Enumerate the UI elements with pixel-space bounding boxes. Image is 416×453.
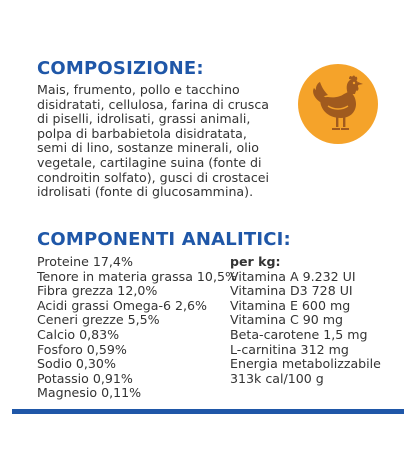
analytic-row: Calcio 0,83% (37, 326, 120, 342)
chicken-icon (298, 64, 378, 144)
analytic-row: Magnesio 0,11% (37, 385, 142, 401)
per-kg-heading: per kg: (230, 254, 281, 269)
energy-row: Energia metabolizzabile (230, 356, 381, 372)
analytic-row: Fosforo 0,59% (37, 341, 127, 357)
analytics-right-column (230, 255, 381, 386)
vitamin-row: Vitamina D3 728 UI (230, 283, 353, 299)
composition-line: di piselli, idrolisati, grassi animali, (37, 111, 251, 127)
analytic-row: Fibra grezza 12,0% (37, 283, 158, 299)
composition-line: condroitin solfato), gusci di crostacei (37, 169, 269, 185)
vitamin-row: Vitamina C 90 mg (230, 312, 344, 328)
composition-line: vegetale, cartilagine suina (fonte di (37, 154, 262, 170)
composition-heading: COMPOSIZIONE: (37, 58, 204, 79)
analytics-heading: COMPONENTI ANALITICI: (37, 229, 291, 250)
vitamin-row: Vitamina A 9.232 UI (230, 268, 356, 284)
analytic-row: Sodio 0,30% (37, 356, 116, 372)
chicken-badge (298, 64, 378, 144)
composition-line: idrolisati (fonte di glucosammina). (37, 184, 254, 200)
vitamin-row: L-carnitina 312 mg (230, 341, 349, 357)
analytic-row: Ceneri grezze 5,5% (37, 312, 160, 328)
analytics-left-column (37, 255, 237, 401)
energy-row: 313k cal/100 g (230, 370, 324, 386)
composition-line: Mais, frumento, pollo e tacchino (37, 82, 240, 97)
vitamin-row: Beta-carotene 1,5 mg (230, 326, 368, 342)
analytic-row: Acidi grassi Omega-6 2,6% (37, 297, 208, 313)
footer-rule (12, 409, 404, 414)
composition-line: polpa di barbabietola disidratata, (37, 125, 247, 141)
vitamin-row: Vitamina E 600 mg (230, 297, 351, 313)
analytic-row: Potassio 0,91% (37, 370, 133, 386)
composition-text (37, 83, 287, 200)
composition-line: disidratati, cellulosa, farina di crusca (37, 96, 269, 112)
analytic-row: Tenore in materia grassa 10,5% (37, 268, 237, 284)
composition-line: semi di lino, sostanze minerali, olio (37, 140, 259, 156)
analytic-row: Proteine 17,4% (37, 254, 133, 269)
